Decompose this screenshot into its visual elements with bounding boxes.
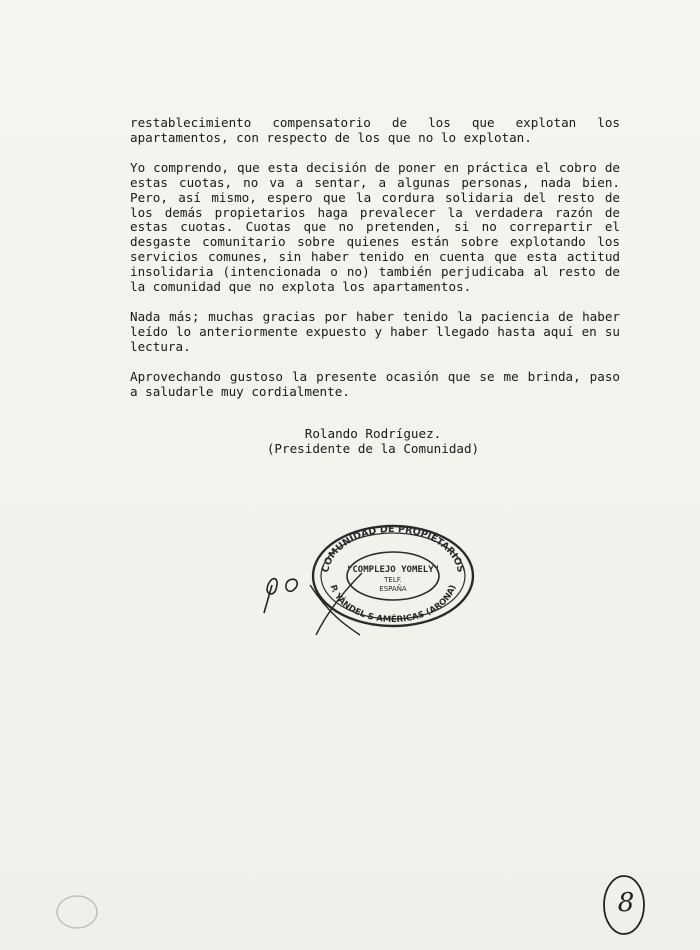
letter-body	[130, 116, 620, 415]
stamp-center-line-2: TELF.	[384, 576, 402, 584]
signature-block	[258, 426, 488, 456]
page-number: 8	[617, 888, 635, 918]
stamp-top-text: COMUNIDAD DE PROPIETARIOS	[320, 523, 466, 574]
paragraph-4: Aprovechando gustoso la presente ocasión que se me brinda, paso a saludarle muy cordialmente.	[130, 368, 620, 399]
stamp-center-line-3: ESPAÑA	[379, 585, 407, 593]
paragraph-3: Nada más; muchas gracias por haber tenido la paciencia de haber leído lo anteriormente expuesto y haber llegado hasta aquí en su lectura.	[130, 308, 620, 354]
community-stamp	[308, 518, 478, 628]
stamp-center-line-1: "COMPLEJO YOMELY"	[346, 565, 440, 575]
paragraph-1: restablecimiento compensatorio de los que explotan los apartamentos, con respecto de los que no lo explotan.	[130, 115, 620, 145]
stamp-bottom-text: P. YÁNDEL S AMÉRICAS (ARONA)	[327, 583, 459, 626]
signatory-role: (Presidente de la Comunidad)	[266, 441, 480, 456]
faint-circle-mark-icon	[52, 892, 102, 932]
signatory-name: Rolando Rodríguez.	[304, 426, 442, 441]
paragraph-2: Yo comprendo, que esta decisión de poner en práctica el cobro de estas cuotas, no va a sentar, a algunas personas, nada bien. Pero, así mismo, espero que la cordura solidaria del resto de los demás propietarios haga prevalecer la verdadera razón de estas cuotas. Cuotas que no pretenden, si no correpartir el desgaste comunitario sobre quienes están sobre explotando los servicios comunes, sin haber tenido en cuenta que esta actitud insolidaria (intencionada o no) también perjudicaba al resto de la comunidad que no explota los apartamentos.	[130, 159, 620, 295]
